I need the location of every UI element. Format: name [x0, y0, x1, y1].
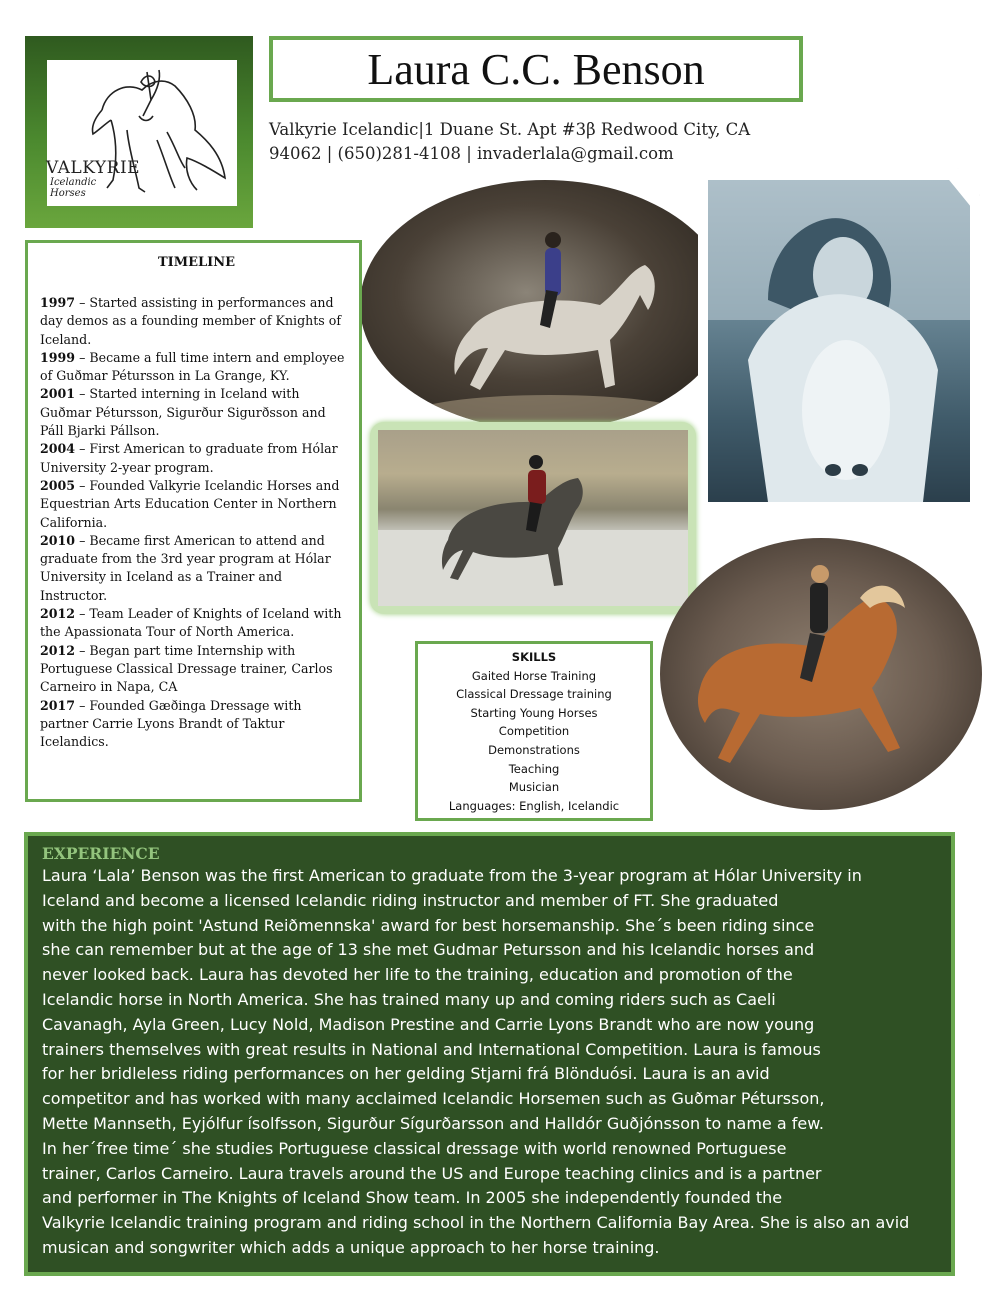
contact-line-1: Valkyrie Icelandic|1 Duane St. Apt #3β Redwood City, CA [269, 120, 751, 139]
contact-line-2: 94062 | (650)281-4108 | invaderlala@gmail.com [269, 144, 674, 163]
timeline-text: – Became a full time intern and employee of Guðmar Pétursson in La Grange, KY. [40, 349, 345, 384]
timeline-text: – Founded Valkyrie Icelandic Horses and Equestrian Arts Education Center in Northern California. [40, 477, 340, 530]
timeline-entry [40, 642, 353, 697]
dressage-horse-photo [360, 180, 730, 430]
timeline-panel [25, 240, 362, 802]
timeline-entry [40, 697, 353, 752]
timeline-year: 2001 [40, 386, 76, 402]
timeline-title: TIMELINE [157, 255, 236, 270]
skill-item: Gaited Horse Training [471, 668, 597, 683]
timeline-year: 2012 [40, 642, 76, 658]
chestnut-horse-rider-image [660, 538, 982, 810]
skill-item: Classical Dressage training [456, 687, 612, 702]
experience-panel [24, 832, 955, 1276]
timeline-entry [40, 385, 353, 440]
woman-and-horse-portrait-image [708, 180, 970, 502]
rider-portrait-photo [708, 180, 970, 502]
timeline-entry [40, 349, 353, 386]
experience-body: Laura ‘Lala’ Benson was the first American to graduate from the 3-year program at Hólar University in Iceland and become a licensed Icelandic riding instructor and member of FT. She graduated with the high point 'Astund Reiðmennska' award for best horsemanship. She´s been riding since she can remember but at the age of 13 she met Gudmar Petursson and his Icelandic horses and never looked back. Laura has devoted her life to the training, education and promotion of the Icelandic horse in North America. She has trained many up and coming riders such as Caeli Cavanagh, Ayla Green, Lucy Nold, Madison Prestine and Carrie Lyons Brandt who are now young trainers themselves with great results in National and International Competition. Laura is famous for her bridleless riding performances on her gelding Stjarni frá Blönduósi. Laura is an avid competitor and has worked with many acclaimed Icelandic Horsemen such as Guðmar Pétursson, Mette Mannseth, Eyjólfur ísolfsson, Sigurður Sígurðarsson and Halldór Guðjónsson to name a few. In her´free time´ she studies Portuguese classical dressage with world renowned Portuguese trainer, Carlos Carneiro. Laura travels around the US and Europe teaching clinics and is a partner and performer in The Knights of Iceland Show team. In 2005 she independently founded the Valkyrie Icelandic training program and riding school in the Northern California Bay Area. She is also an avid musican and songwriter which adds a unique approach to her horse training. [42, 866, 910, 1257]
timeline-entry [40, 294, 353, 349]
timeline-year: 2012 [40, 606, 76, 622]
name-header [269, 36, 803, 102]
timeline-year: 2017 [40, 697, 76, 713]
grey-horse-rider-image [360, 180, 730, 430]
tolt-competition-photo [378, 430, 688, 606]
skill-item: Musician [508, 780, 560, 795]
timeline-entry [40, 440, 353, 477]
timeline-entry [40, 605, 353, 642]
page-title: Laura C.C. Benson [367, 44, 705, 94]
contact-info [269, 118, 839, 166]
chestnut-horse-photo [660, 538, 982, 810]
logo-wordmark: VALKYRIE [46, 158, 141, 178]
timeline-text: – Started interning in Iceland with Guðmar Pétursson, Sigurður Sigurðsson and Páll Bjarki Pállson. [40, 386, 326, 439]
skill-item: Teaching [508, 761, 560, 776]
timeline-text: – Began part time Internship with Portuguese Classical Dressage trainer, Carlos Carneiro in Napa, CA [40, 642, 333, 695]
timeline-entry [40, 532, 353, 605]
logo-subtitle: Icelandic Horses [50, 177, 97, 199]
skill-item: Competition [498, 724, 570, 739]
skills-title: SKILLS [511, 650, 557, 664]
skills-panel [415, 641, 653, 821]
timeline-text: – Team Leader of Knights of Iceland with the Apassionata Tour of North America. [40, 606, 342, 640]
skill-item: Languages: English, Icelandic [448, 798, 620, 813]
timeline-entry [40, 477, 353, 532]
dark-horse-rider-image [378, 430, 688, 606]
timeline-text: – Became first American to attend and graduate from the 3rd year program at Hólar University in Iceland as a Trainer and Instructor. [40, 532, 331, 603]
timeline-year: 2010 [40, 532, 76, 548]
timeline-text: – Founded Gæðinga Dressage with partner Carrie Lyons Brandt of Taktur Icelandics. [40, 697, 302, 750]
timeline-year: 2005 [40, 477, 76, 493]
timeline-text: – Started assisting in performances and day demos as a founding member of Knights of Iceland. [40, 295, 342, 347]
timeline-year: 1999 [40, 349, 76, 365]
skill-item: Demonstrations [488, 742, 580, 757]
experience-title: EXPERIENCE [42, 844, 160, 863]
timeline-text: – First American to graduate from Hólar University 2-year program. [40, 441, 338, 475]
skill-item: Starting Young Horses [470, 705, 598, 720]
timeline-year: 1997 [40, 295, 76, 310]
timeline-year: 2004 [40, 441, 76, 457]
